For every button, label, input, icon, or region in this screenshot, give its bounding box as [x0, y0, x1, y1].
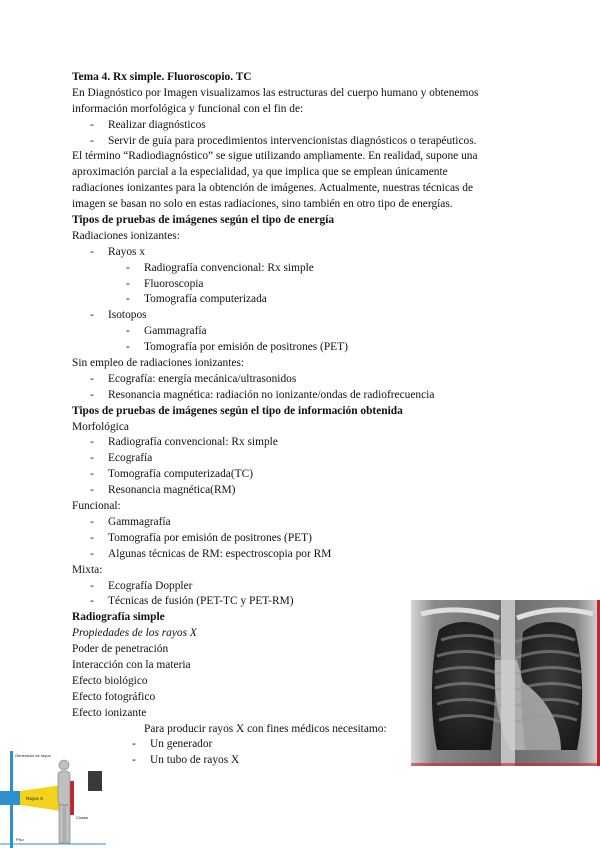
list-item: - Técnicas de fusión (PET-TC y PET-RM) [90, 595, 294, 608]
list-item: - Tomografía computerizada [126, 293, 267, 306]
diagram-beam-label: Rayos X [26, 796, 44, 801]
chest-xray-image [411, 600, 600, 766]
list-item: - Resonancia magnética: radiación no ionizante/ondas de radiofrecuencia [90, 388, 435, 401]
property-item: Interacción con la materia [72, 658, 191, 671]
section-heading-energy: Tipos de pruebas de imágenes según el tipo de energía [72, 214, 335, 227]
property-item: Efecto fotográfico [72, 690, 156, 703]
paragraph-line: aproximación parcial a la especialidad, ya que implica que se emplean únicamente [72, 166, 448, 179]
list-item: - Gammagrafía [126, 325, 207, 338]
list-item: - Un tubo de rayos X [132, 754, 240, 767]
list-item: - Ecografía Doppler [90, 579, 193, 592]
list-item: - Ecografía: energía mecánica/ultrasonidos [90, 372, 297, 385]
list-item: - Rayos x [90, 245, 146, 258]
section-heading-rx: Radiografía simple [72, 611, 165, 624]
list-item: - Realizar diagnósticos [90, 118, 206, 131]
list-item: - Servir de guía para procedimientos intervencionistas diagnósticos o terapéuticos. [90, 134, 477, 147]
list-item: - Tomografía por emisión de positrones (PET) [126, 341, 348, 354]
list-item: - Algunas técnicas de RM: espectroscopia por RM [90, 547, 332, 560]
list-item: - Radiografía convencional: Rx simple [126, 261, 314, 274]
list-item: - Isotopos [90, 309, 147, 322]
xray-setup-diagram [0, 751, 106, 848]
property-item: Efecto biológico [72, 674, 148, 687]
ionizing-label: Radiaciones ionizantes: [72, 229, 180, 242]
section-heading-info: Tipos de pruebas de imágenes según el tipo de información obtenida [72, 404, 403, 417]
list-item: - Un generador [132, 738, 213, 751]
diagram-chassis-label: Chasis [76, 815, 89, 820]
list-item: - Radiografía convencional: Rx simple [90, 436, 278, 449]
diagram-tube-label: Generador de rayos [15, 753, 51, 758]
paragraph-line: imagen se basan no solo en estas radiaciones, sino también en otro tipo de energías. [72, 198, 453, 211]
need-text: Para producir rayos X con fines médicos necesitamo: [144, 722, 387, 735]
list-item: - Resonancia magnética(RM) [90, 484, 236, 497]
document-title: Tema 4. Rx simple. Fluoroscopio. TC [72, 71, 252, 83]
diagram-floor-label: Piso [16, 837, 24, 842]
list-item: - Ecografía [90, 452, 153, 465]
paragraph-line: radiaciones ionizantes para la obtención de imágenes. Actualmente, nuestras técnicas de [72, 182, 474, 195]
property-item: Poder de penetración [72, 643, 169, 656]
funcional-label: Funcional: [72, 500, 121, 513]
intro-line: En Diagnóstico por Imagen visualizamos las estructuras del cuerpo humano y obtenemos [72, 86, 479, 99]
list-item: - Tomografía computerizada(TC) [90, 468, 254, 481]
morfologica-label: Morfológica [72, 420, 129, 433]
list-item: - Fluoroscopia [126, 277, 204, 290]
list-item: - Tomografía por emisión de positrones (PET) [90, 531, 312, 544]
section-subheading: Propiedades de los rayos X [72, 627, 197, 640]
non-ionizing-label: Sin empleo de radiaciones ionizantes: [72, 357, 245, 370]
paragraph-line: El término “Radiodiagnóstico” se sigue utilizando ampliamente. En realidad, supone una [72, 150, 478, 163]
list-item: - Gammagrafía [90, 515, 171, 528]
intro-line: información morfológica y funcional con el fin de: [72, 102, 304, 115]
mixta-label: Mixta: [72, 563, 103, 576]
property-item: Efecto ionizante [72, 706, 147, 719]
